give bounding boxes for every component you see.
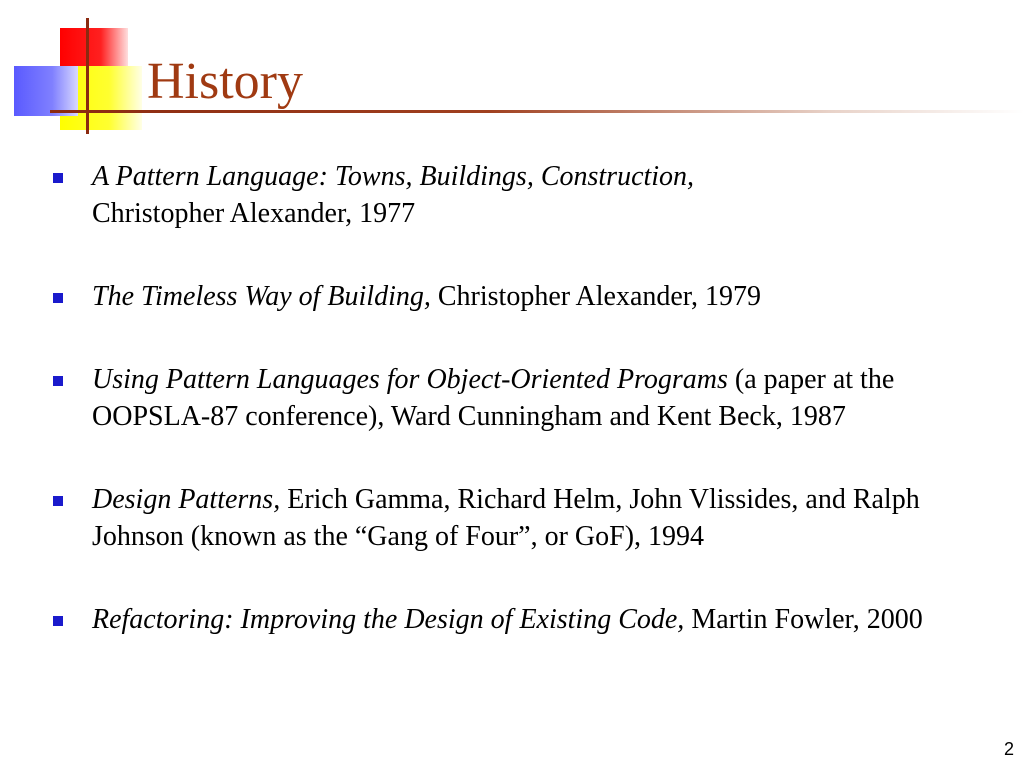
vertical-rule	[86, 18, 89, 134]
author-year: Erich Gamma, Richard Helm, John Vlissides, and Ralph Johnson (known as the “Gang of Four”, or GoF), 1994	[92, 484, 920, 552]
blue-square-decoration	[14, 66, 78, 116]
bullet-item-oopsla-paper	[0, 361, 1024, 435]
bullet-item-pattern-language	[0, 158, 1024, 232]
bullet-list	[0, 158, 1024, 684]
slide-page-number: 2	[1003, 739, 1014, 759]
bullet-item-refactoring	[0, 601, 1024, 638]
square-bullet-icon	[53, 173, 63, 183]
square-bullet-icon	[53, 376, 63, 386]
book-title: Design Patterns,	[92, 484, 281, 515]
book-title: Refactoring: Improving the Design of Existing Code,	[92, 604, 685, 635]
author-year: Christopher Alexander, 1979	[430, 281, 762, 312]
author-year: Christopher Alexander, 1977	[92, 198, 416, 229]
author-year: Martin Fowler, 2000	[684, 604, 923, 635]
book-title: The Timeless Way of Building,	[92, 281, 431, 312]
square-bullet-icon	[53, 293, 63, 303]
square-bullet-icon	[53, 496, 63, 506]
bullet-item-design-patterns	[0, 481, 1024, 555]
slide-title: History	[147, 53, 303, 110]
book-title: A Pattern Language: Towns, Buildings, Construction,	[92, 161, 695, 192]
decorative-squares-logo	[0, 0, 140, 140]
paper-details: (a paper at the OOPSLA-87 conference), Ward Cunningham and Kent Beck, 1987	[92, 364, 895, 432]
bullet-item-timeless-way	[0, 278, 1024, 315]
square-bullet-icon	[53, 616, 63, 626]
paper-title: Using Pattern Languages for Object-Oriented Programs	[92, 364, 728, 395]
